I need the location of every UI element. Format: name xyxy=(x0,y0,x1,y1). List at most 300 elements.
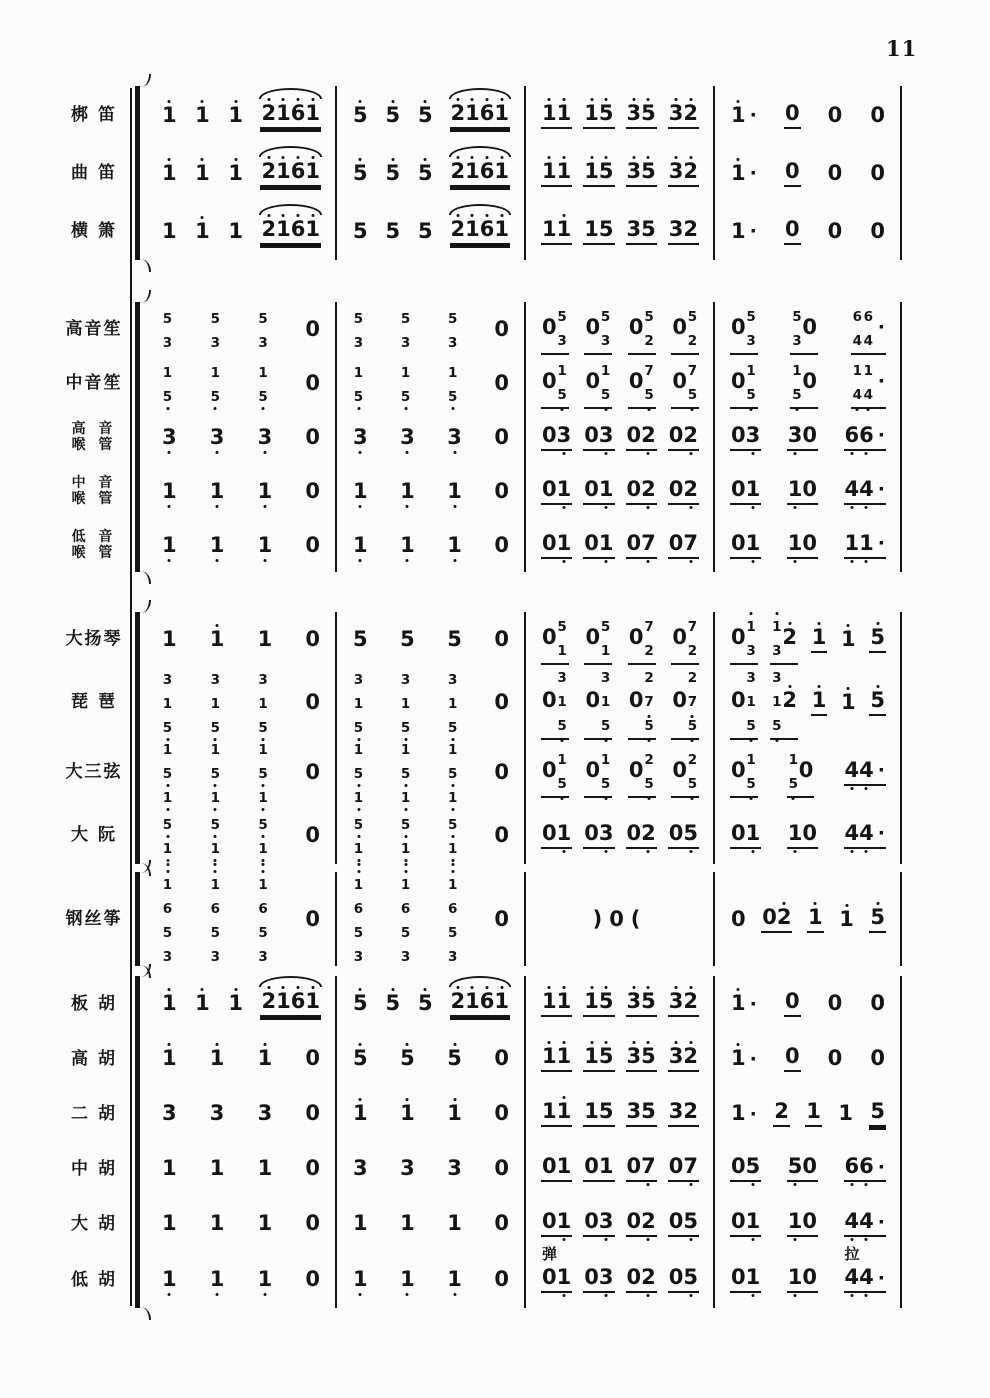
note-digit: 1 xyxy=(731,1101,746,1125)
note-token xyxy=(446,426,463,449)
note-digit: 3 xyxy=(669,160,684,183)
chord-stack xyxy=(258,736,269,808)
note-digit: 1 xyxy=(400,838,411,857)
note-digit: 5 xyxy=(162,763,173,782)
note-digit: 5 xyxy=(400,1047,415,1070)
note-digit: 0 xyxy=(731,476,746,501)
note-digit: 1 xyxy=(542,102,557,125)
note-digit: 1 xyxy=(258,787,269,806)
note-token xyxy=(541,746,569,798)
note-digit: 1 xyxy=(258,874,269,893)
note-token xyxy=(257,1268,274,1291)
note-digit: 1 xyxy=(400,874,411,893)
note-token xyxy=(583,102,614,129)
note-token xyxy=(352,534,369,557)
note-token xyxy=(161,1157,178,1180)
note-digit: 0 xyxy=(731,422,746,447)
note-digit: 0 xyxy=(626,1154,642,1178)
note-digit: 0 xyxy=(542,1154,557,1178)
note-token xyxy=(790,357,818,409)
note-digit: 0 xyxy=(584,422,599,447)
note-token xyxy=(493,1268,510,1291)
measure-gaohu-3 xyxy=(524,1031,713,1086)
chord-stack xyxy=(600,664,611,736)
note-digit: 1 xyxy=(400,480,415,503)
note-token xyxy=(869,1100,886,1127)
note-token xyxy=(209,628,226,651)
note-token xyxy=(784,218,801,245)
note-digit: 1 xyxy=(557,478,572,501)
note-token xyxy=(668,218,699,245)
note-digit: 1 xyxy=(465,990,480,1013)
measure-dasanxian-1 xyxy=(146,738,335,806)
note-digit: 5 xyxy=(599,160,614,183)
note-digit: 5 xyxy=(746,308,756,325)
note-digit: 1 xyxy=(209,1211,225,1235)
note-digit: 3 xyxy=(600,332,611,349)
note-digit: 0 xyxy=(494,759,509,784)
note-digit: 0 xyxy=(628,368,644,393)
note-digit: 5 xyxy=(353,162,368,185)
note-digit: 5 xyxy=(258,717,269,736)
note-digit: 0 xyxy=(494,689,509,714)
note-digit: 5 xyxy=(641,990,656,1013)
note-digit: 0 xyxy=(494,316,509,341)
note-token xyxy=(493,534,510,557)
score-row-pipa xyxy=(58,666,904,738)
note-token xyxy=(668,532,699,559)
note-digit: 1 xyxy=(600,693,611,710)
note-digit: 5 xyxy=(447,763,458,782)
note-token xyxy=(787,746,815,798)
score-row-gangsizheng xyxy=(58,872,904,966)
note-digit: 6 xyxy=(859,424,874,447)
note-token xyxy=(352,1047,369,1070)
note-digit: 1 xyxy=(465,160,480,183)
note-token xyxy=(161,220,178,243)
note-token: 1 · xyxy=(730,992,758,1015)
note-token xyxy=(194,162,211,185)
note-token xyxy=(583,1210,614,1237)
note-token xyxy=(811,626,828,653)
chord-stack xyxy=(600,357,611,405)
note-token xyxy=(869,220,886,243)
note-token xyxy=(161,1102,178,1125)
note-token xyxy=(730,532,761,559)
note-token xyxy=(541,664,569,740)
page-number: 11 xyxy=(886,36,918,61)
note-token xyxy=(257,359,270,407)
measure-gangsizheng-4 xyxy=(713,872,902,966)
note-digit: 1 xyxy=(600,751,611,768)
chord-stack xyxy=(258,871,269,967)
note-digit: 1 xyxy=(258,364,268,381)
chord-stack xyxy=(447,811,458,859)
note-token xyxy=(730,822,761,849)
note-token: 4 4 · xyxy=(844,478,886,505)
note-digit: 5 xyxy=(870,626,885,649)
note-digit: 0 xyxy=(305,689,320,714)
note-digit: 0 xyxy=(626,422,642,447)
note-token xyxy=(304,908,321,931)
note-digit: 1 xyxy=(258,1268,273,1291)
note-digit: 1 xyxy=(556,1154,572,1178)
chord-stack xyxy=(162,811,173,859)
note-digit: 3 xyxy=(447,426,462,449)
note-digit: 3 xyxy=(258,426,273,449)
note-digit: 3 xyxy=(448,671,458,688)
note-digit: 1 xyxy=(746,751,756,768)
note-digit: 5 xyxy=(683,1210,698,1233)
note-token xyxy=(493,1047,510,1070)
note-digit: 1 xyxy=(162,626,177,651)
note-digit: 1 xyxy=(746,616,757,635)
note-digit: 1 xyxy=(305,990,320,1013)
note-digit: 1 xyxy=(210,1268,225,1291)
note-digit: 1 xyxy=(400,1102,415,1125)
note-digit: 1 xyxy=(557,693,567,710)
note-digit: 5 xyxy=(870,906,885,929)
note-token xyxy=(626,1266,657,1293)
note-token xyxy=(161,736,174,808)
note-digit: 0 xyxy=(784,216,800,241)
note-token xyxy=(668,1155,699,1182)
note-digit: 1 xyxy=(353,787,364,806)
measure-zhonghu-4 xyxy=(713,1141,902,1196)
note-token xyxy=(784,990,801,1017)
note-digit: 0 xyxy=(628,624,644,649)
note-token xyxy=(446,1212,463,1235)
note-digit: 0 xyxy=(731,530,746,555)
note-digit: 6 xyxy=(210,900,220,917)
note-digit: 5 xyxy=(447,1047,462,1070)
system-group-2 xyxy=(58,302,904,572)
measure-gangsizheng-2 xyxy=(335,872,524,966)
note-digit: 0 xyxy=(731,906,746,931)
note-digit: 0 xyxy=(494,532,509,557)
note-digit: 6 xyxy=(845,1155,860,1178)
note-token xyxy=(584,746,612,798)
note-digit: 0 xyxy=(731,368,746,393)
note-digit: 1 xyxy=(210,695,220,712)
note-token xyxy=(730,1266,761,1293)
note-digit: 0 xyxy=(585,368,601,393)
note-digit: 0 xyxy=(802,422,818,447)
note-token xyxy=(257,666,270,738)
note-digit: 1 xyxy=(257,1156,273,1180)
note-digit: 4 xyxy=(859,1266,874,1289)
note-digit: 3 xyxy=(353,948,364,965)
note-digit: 0 xyxy=(305,1046,320,1070)
note-token xyxy=(385,104,402,127)
chord-stack xyxy=(210,871,221,967)
note-digit: 5 xyxy=(418,992,433,1015)
note-digit: 5 xyxy=(641,160,656,183)
note-digit: 5 xyxy=(162,814,173,833)
measure-zhongyinhouguan-3 xyxy=(524,464,713,518)
note-digit: 7 xyxy=(641,1155,656,1178)
note-digit: 0 xyxy=(584,1209,599,1233)
note-token xyxy=(260,990,321,1017)
note-digit: 1 xyxy=(731,1047,746,1070)
note-digit: 2 xyxy=(683,216,698,241)
note-digit: 1 xyxy=(210,741,220,758)
score-row-dihu xyxy=(58,1245,904,1308)
note-digit: 3 xyxy=(626,1099,642,1123)
note-digit: 1 xyxy=(557,990,572,1013)
note-token xyxy=(668,990,699,1017)
note-token xyxy=(161,871,174,967)
note-token xyxy=(671,664,699,740)
instrument-label-zhongyinhouguan: 中 音 喉 管 xyxy=(71,475,117,507)
note-digit: 0 xyxy=(668,530,684,555)
note-digit: 5 xyxy=(599,990,614,1013)
note-digit: 5 xyxy=(788,773,799,792)
chord-stack xyxy=(771,664,782,736)
system-start-bar xyxy=(132,874,144,964)
note-digit: 2 xyxy=(641,424,656,447)
score-row-bangdi xyxy=(58,86,904,144)
note-token xyxy=(730,357,758,409)
note-digit: 2 xyxy=(683,102,698,125)
chord-stack xyxy=(557,303,568,351)
measure-pipa-3 xyxy=(524,666,713,738)
note-digit: 1 xyxy=(353,1102,368,1125)
note-digit: 5 xyxy=(386,992,401,1015)
note-digit: 0 xyxy=(585,314,601,339)
note-digit: 1 xyxy=(305,102,320,125)
note-digit: 2 xyxy=(683,1045,698,1068)
note-token xyxy=(161,480,178,503)
measure-erhu-4 xyxy=(713,1086,902,1141)
note-digit: 3 xyxy=(788,424,803,447)
note-digit: 0 xyxy=(802,476,818,501)
note-token xyxy=(194,104,211,127)
note-digit: 6 xyxy=(291,218,306,241)
chord-stack xyxy=(687,357,698,405)
note-digit: 1 xyxy=(447,480,462,503)
note-digit: 3 xyxy=(353,671,364,688)
note-digit: 5 xyxy=(353,763,364,782)
note-token xyxy=(668,822,699,849)
note-digit: 0 xyxy=(802,1209,818,1233)
note-digit: 0 xyxy=(827,218,843,243)
note-digit: 0 xyxy=(870,160,885,185)
note-digit: 2 xyxy=(451,160,466,183)
note-digit: 1 xyxy=(557,642,567,659)
note-token xyxy=(787,1210,818,1237)
note-digit: 0 xyxy=(494,1267,509,1291)
note-token xyxy=(541,357,569,409)
note-digit: 3 xyxy=(162,1101,177,1125)
note-token xyxy=(626,990,657,1017)
chord-stack xyxy=(447,871,458,967)
note-digit: 0 xyxy=(494,370,509,395)
note-digit: 5 xyxy=(210,924,220,941)
note-digit: 0 xyxy=(542,1209,557,1233)
note-digit: 3 xyxy=(162,426,177,449)
note-digit: 1 xyxy=(788,822,803,845)
note-token xyxy=(730,478,761,505)
measure-gaohu-2 xyxy=(335,1031,524,1086)
note-digit: 1 xyxy=(210,838,221,857)
note-digit: 6 xyxy=(291,990,306,1013)
note-digit: 3 xyxy=(353,426,368,449)
note-digit: 2 xyxy=(687,751,698,768)
note-digit: 1 xyxy=(258,695,268,712)
note-token xyxy=(209,736,222,808)
note-digit: 1 xyxy=(746,1266,761,1289)
note-digit: 1 xyxy=(305,218,320,241)
note-digit: 0 xyxy=(672,757,687,782)
score-row-gaoyinsheng xyxy=(58,302,904,356)
note-digit: 3 xyxy=(668,216,684,241)
note-digit: 5 xyxy=(600,618,611,635)
instrument-label-gangsizheng: 钢丝筝 xyxy=(65,909,123,929)
note-digit: 0 xyxy=(784,989,800,1013)
note-digit: 1 xyxy=(746,822,761,845)
note-digit: 1 xyxy=(494,160,509,183)
measure-bangdi-4 xyxy=(713,86,902,144)
note-token xyxy=(385,992,402,1015)
note-digit: 7 xyxy=(644,362,654,379)
chord-stack xyxy=(210,666,221,738)
system-group-5 xyxy=(58,976,904,1308)
note-token xyxy=(628,303,656,355)
note-token xyxy=(583,990,614,1017)
score-row-zhongyinhouguan xyxy=(58,464,904,518)
note-digit: 1 xyxy=(258,1047,273,1070)
note-token xyxy=(838,908,855,931)
note-digit: 3 xyxy=(162,948,173,965)
note-digit: 1 xyxy=(584,102,599,125)
chord-stack xyxy=(644,303,655,351)
measure-bangdi-1 xyxy=(146,86,335,144)
note-digit: 4 xyxy=(859,759,874,782)
note-digit: 3 xyxy=(600,669,611,686)
note-token xyxy=(161,1047,178,1070)
note-digit: 0 xyxy=(584,1265,599,1289)
note-token xyxy=(209,1102,226,1125)
note-token: 1 4 1 4 · xyxy=(851,357,886,409)
measure-gaoyinhouguan-1 xyxy=(146,410,335,464)
note-token xyxy=(541,1100,572,1127)
note-digit: 2 xyxy=(683,424,698,447)
note-digit: 1 xyxy=(584,990,599,1013)
note-token xyxy=(446,1102,463,1125)
note-digit: 1 xyxy=(257,1211,273,1235)
note-digit: 5 xyxy=(746,773,757,792)
note-token xyxy=(773,1100,790,1127)
note-digit: 5 xyxy=(792,308,802,325)
note-token xyxy=(399,871,412,967)
note-token xyxy=(304,480,321,503)
note-token xyxy=(541,1245,572,1293)
note-digit: 0 xyxy=(870,218,885,243)
score-row-gaohu xyxy=(58,1031,904,1086)
chord-stack xyxy=(746,746,757,794)
measure-diyinhouguan-3 xyxy=(524,518,713,572)
note-digit: 0 xyxy=(668,1209,684,1233)
note-digit: 5 xyxy=(353,218,368,243)
chord-stack xyxy=(746,613,757,661)
measure-qudi-2 xyxy=(335,144,524,202)
note-token xyxy=(541,822,572,849)
note-token xyxy=(446,1047,463,1070)
note-token xyxy=(626,1100,657,1127)
note-digit: 5 xyxy=(557,618,567,635)
score-row-hengxiao xyxy=(58,202,904,260)
note-digit: 1 xyxy=(195,104,210,127)
note-digit: 3 xyxy=(746,642,756,659)
note-digit: 7 xyxy=(683,532,698,555)
note-digit: 0 xyxy=(494,424,509,449)
note-digit: 3 xyxy=(627,160,642,183)
note-digit: 1 xyxy=(228,992,243,1015)
note-token xyxy=(352,1157,369,1180)
score-row-erhu xyxy=(58,1086,904,1141)
note-digit: 1 xyxy=(210,787,221,806)
note-digit: 5 xyxy=(385,218,401,243)
note-digit: 0 xyxy=(626,820,642,845)
note-token xyxy=(304,1102,321,1125)
measure-dahu-1 xyxy=(146,1196,335,1251)
note-token xyxy=(541,303,569,355)
note-token xyxy=(161,104,178,127)
note-digit: 5 xyxy=(162,386,173,405)
note-token xyxy=(260,102,321,129)
note-digit: 5 xyxy=(687,773,698,792)
note-token xyxy=(260,160,321,187)
measure-bangdi-3 xyxy=(524,86,713,144)
score-row-dahu xyxy=(58,1196,904,1251)
note-digit: 5 xyxy=(353,992,368,1015)
note-digit: 1 xyxy=(228,162,243,185)
note-token xyxy=(584,357,612,409)
note-token xyxy=(304,824,321,847)
note-digit: 3 xyxy=(599,1210,614,1233)
note-digit: 5 xyxy=(400,310,411,327)
note-digit: 1 xyxy=(557,1100,572,1123)
note-digit: 3 xyxy=(627,990,642,1013)
score-row-banhu xyxy=(58,976,904,1031)
note-digit: 3 xyxy=(353,1156,368,1180)
note-digit: 0 xyxy=(494,1101,509,1125)
measure-zhonghu-1 xyxy=(146,1141,335,1196)
note-digit: 1 xyxy=(162,162,177,185)
note-token xyxy=(446,534,463,557)
note-token xyxy=(399,628,416,651)
note-token xyxy=(399,480,416,503)
note-digit: 6 xyxy=(863,308,873,325)
note-token xyxy=(730,908,747,931)
instrument-label-dayangqin: 大扬琴 xyxy=(65,629,123,649)
note-digit: 1 xyxy=(447,534,462,557)
note-digit: 1 xyxy=(353,480,368,503)
system-group-4 xyxy=(58,872,904,966)
measure-dahu-2 xyxy=(335,1196,524,1251)
note-digit: 3 xyxy=(400,426,415,449)
note-digit: 5 xyxy=(448,310,458,327)
note-digit: 1 xyxy=(258,741,268,758)
note-token xyxy=(227,104,244,127)
note-token xyxy=(583,478,614,505)
note-digit: 1 xyxy=(731,104,746,127)
note-digit: 0 xyxy=(542,368,557,393)
note-digit: 2 xyxy=(644,751,654,768)
note-digit: 0 xyxy=(585,757,601,782)
note-digit: 2 xyxy=(451,102,466,125)
